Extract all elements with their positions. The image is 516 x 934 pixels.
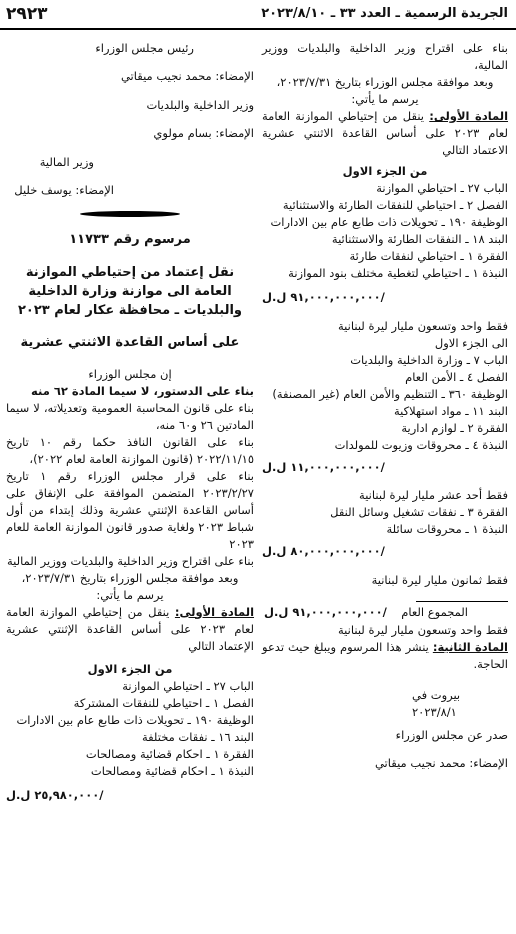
decree-title: نقل إعتماد من إحتياطي الموازنة العامة الى موازنة وزارة الداخلية والبلديات ـ محافظة عكار لعام ٢٠٢٣ bbox=[18, 264, 242, 318]
article-two bbox=[262, 639, 508, 673]
budget-line: الباب ٧ ـ وزارة الداخلية والبلديات bbox=[350, 352, 508, 367]
paragraph: بناء على قانون المحاسبة العمومية وتعديلاته، لا سيما المادتين ٢٦ و٦٠ منه، bbox=[6, 400, 254, 432]
decree-subtitle: على أساس القاعدة الاثنتي عشرية bbox=[20, 334, 240, 350]
amount-words: فقط أحد عشر مليار ليرة لبنانية bbox=[359, 488, 508, 502]
paragraph: بناء على الدستور، لا سيما المادة ٦٢ منه bbox=[31, 383, 254, 398]
budget-line: البند ١٨ ـ النفقات الطارئة والاستثنائية bbox=[331, 232, 508, 246]
article-text: ينقل من إحتياطي الموازنة العامة لعام ٢٠٢٣ على أساس القاعدة الاثنتي عشرية الاعتماد التالي bbox=[262, 109, 508, 157]
amount-words: فقط ثمانون مليار ليرة لبنانية bbox=[371, 572, 508, 587]
budget-line: الوظيفة ٣٦٠ ـ التنظيم والأمن العام (غير المصنفة) bbox=[272, 386, 508, 401]
budget-lines bbox=[6, 678, 254, 780]
total-row bbox=[262, 602, 508, 622]
budget-line: الباب ٢٧ ـ احتياطي الموازنة bbox=[376, 181, 508, 195]
article-text: ينقل من إحتياطي الموازنة العامة لعام ٢٠٢٣ على أساس القاعدة الإثنتي عشرية الإعتماد التالي bbox=[6, 604, 254, 653]
amount: ٨٠,٠٠٠,٠٠٠,٠٠٠ ل.ل/ bbox=[262, 544, 385, 558]
budget-line: الفقرة ١ ـ احكام قضائية ومصالحات bbox=[85, 746, 254, 761]
page-number: ٢٩٢٣ bbox=[6, 4, 48, 24]
section-heading: من الجزء الاول bbox=[342, 164, 428, 178]
page-header bbox=[0, 0, 516, 30]
budget-line: النبذة ٤ ـ محروقات وزيوت للمولدات bbox=[334, 437, 508, 452]
date-text: بيروت في ٢٠٢٣/٨/١ bbox=[412, 687, 461, 719]
total-label: المجموع العام bbox=[401, 604, 468, 619]
budget-line: النبذة ١ ـ احتياطي لتغطية مختلف بنود الموازنة bbox=[288, 266, 508, 280]
total-amount: ٩١,٠٠٠,٠٠٠,٠٠٠ ل.ل/ bbox=[264, 604, 387, 619]
budget-line: الفصل ١ ـ احتياطي للنفقات المشتركة bbox=[73, 695, 254, 710]
budget-lines-2 bbox=[262, 352, 508, 454]
paragraph: وبعد موافقة مجلس الوزراء بتاريخ ٢٠٢٣/٧/٣١، bbox=[276, 75, 494, 89]
amount-words: فقط واحد وتسعون مليار ليرة لبنانية bbox=[338, 318, 508, 333]
article-one bbox=[6, 604, 254, 655]
pm-signature: الإمضاء: محمد نجيب ميقاتي bbox=[120, 69, 254, 83]
budget-line: البند ١٦ ـ نفقات مختلفة bbox=[141, 729, 254, 744]
left-column bbox=[6, 28, 254, 815]
section-heading: الى الجزء الاول bbox=[434, 335, 508, 350]
gazette-title: الجريدة الرسمية ـ العدد ٣٣ ـ ٢٠٢٣/٨/١٠ bbox=[261, 6, 508, 21]
minister-interior-title: وزير الداخلية والبلديات bbox=[146, 97, 254, 112]
right-column bbox=[262, 40, 508, 784]
amount: ٢٥,٩٨٠,٠٠٠ ل.ل/ bbox=[6, 787, 104, 802]
article-label: المادة الأولى: bbox=[174, 604, 255, 619]
budget-line: الفصل ٤ ـ الأمن العام bbox=[405, 369, 508, 384]
minister-finance-title: وزير المالية bbox=[39, 154, 94, 169]
signing-date bbox=[262, 687, 508, 721]
amount: ١١,٠٠٠,٠٠٠,٠٠٠ ل.ل/ bbox=[262, 459, 385, 474]
budget-line: الوظيفة ١٩٠ ـ تحويلات ذات طابع عام بين الادارات bbox=[270, 215, 508, 229]
paragraph: وبعد موافقة مجلس الوزراء بتاريخ ٢٠٢٣/٧/٣١، bbox=[21, 570, 239, 585]
article-label: المادة الثانية: bbox=[432, 639, 508, 654]
minister-finance-signature: الإمضاء: يوسف خليل bbox=[14, 183, 114, 197]
decree-number: مرسوم رقم ١١٧٣٣ bbox=[69, 231, 191, 247]
paragraph: إن مجلس الوزراء bbox=[88, 366, 172, 381]
paragraph: بناء على القانون النافذ حكما رقم ١٠ تاريخ ٢٠٢٢/١١/١٥ (قانون الموازنة العامة لعام ٢٠٢٢)، bbox=[6, 434, 254, 466]
budget-line: الفقرة ١ ـ احتياطي لنفقات طارئة bbox=[349, 249, 508, 263]
budget-line: الفصل ٢ ـ احتياطي للنفقات الطارئة والاستثنائية bbox=[282, 198, 508, 212]
budget-lines-1 bbox=[262, 180, 508, 282]
issued-by: صدر عن مجلس الوزراء bbox=[395, 727, 508, 742]
signature: الإمضاء: محمد نجيب ميقاتي bbox=[374, 756, 508, 770]
paragraph: يرسم ما يأتي: bbox=[96, 587, 164, 602]
budget-line: الباب ٢٧ ـ احتياطي الموازنة bbox=[122, 678, 254, 693]
amount: ٩١,٠٠٠,٠٠٠,٠٠٠ ل.ل/ bbox=[262, 290, 385, 304]
paragraph: بناء على قرار مجلس الوزراء رقم ١ تاريخ ٢٠٢٣/٢/٢٧ المتضمن الموافقة على الإنفاق على أساس القاعدة الإثنتي عشرية وذلك إبتداء من أول شباط ٢٠٢٣ ولغاية صدور قانون الموازنة العامة للعام ٢٠٢٣ bbox=[6, 468, 254, 551]
budget-line: البند ١١ ـ مواد استهلاكية bbox=[393, 403, 508, 418]
article-one bbox=[262, 108, 508, 159]
amount-words: فقط واحد وتسعون مليار ليرة لبنانية bbox=[338, 622, 508, 637]
article-text: ينشر هذا المرسوم ويبلغ حيث تدعو الحاجة. bbox=[262, 639, 508, 671]
section-heading: من الجزء الاول bbox=[87, 661, 173, 676]
budget-line: الفقرة ٣ ـ نفقات تشغيل وسائل النقل bbox=[330, 505, 508, 519]
paragraph: بناء على اقتراح وزير الداخلية والبلديات ووزير المالية، bbox=[262, 41, 508, 72]
article-label: المادة الأولى: bbox=[429, 109, 509, 123]
separator-ornament bbox=[80, 211, 180, 217]
budget-line: النبذة ١ ـ احكام قضائية ومصالحات bbox=[90, 763, 254, 778]
budget-line: النبذة ١ ـ محروقات سائلة bbox=[386, 522, 508, 536]
budget-line: الفقرة ٢ ـ لوازم ادارية bbox=[401, 420, 508, 435]
pm-title: رئيس مجلس الوزراء bbox=[95, 40, 194, 55]
paragraph: بناء على اقتراح وزير الداخلية والبلديات ووزير المالية bbox=[7, 553, 254, 568]
paragraph: يرسم ما يأتي: bbox=[351, 92, 419, 106]
budget-line: الوظيفة ١٩٠ ـ تحويلات ذات طابع عام بين الادارات bbox=[16, 712, 254, 727]
minister-interior-signature: الإمضاء: بسام مولوي bbox=[153, 126, 254, 140]
